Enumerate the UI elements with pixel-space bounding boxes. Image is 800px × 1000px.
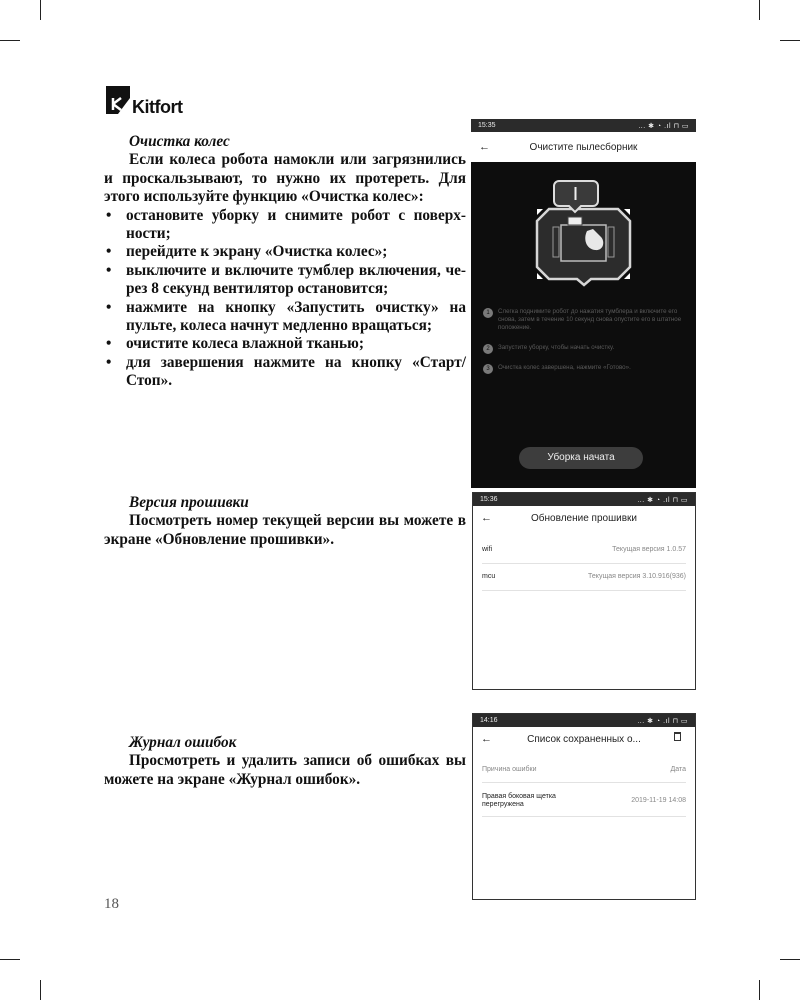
- row-label: mcu: [482, 573, 496, 580]
- status-time: 14:16: [480, 717, 498, 724]
- robot-illustration-icon: [531, 179, 636, 289]
- status-time: 15:36: [480, 496, 498, 503]
- row-label: wifi: [482, 546, 493, 553]
- row-value: Текущая версия 3.10.916(936): [588, 573, 686, 580]
- list-item: • выключите и включите тумблер включения, че-рез 8 секунд вентилятор остановится;: [106, 261, 466, 298]
- divider: [482, 816, 686, 817]
- list-item: • перейдите к экрану «Очистка колес»;: [106, 243, 388, 261]
- instruction-list: [104, 207, 466, 391]
- list-item: 2 Запустите уборку, чтобы начать очистку.: [483, 344, 688, 352]
- brand-logo: [104, 84, 194, 120]
- kitfort-logo-icon: [104, 84, 132, 116]
- section-heading: Версия прошивки: [129, 494, 249, 511]
- section-wheel-cleaning: [104, 133, 466, 391]
- divider: [482, 590, 686, 591]
- crop-mark: [780, 40, 800, 41]
- crop-mark: [759, 980, 760, 1000]
- crop-mark: [759, 0, 760, 20]
- screenshot-error-log: [472, 713, 696, 900]
- list-item: • для завершения нажмите на кнопку «Старт/Стоп».: [106, 353, 466, 390]
- status-time: 15:35: [478, 122, 496, 129]
- section-paragraph: Просмотреть и удалить записи об ошибках вы можете на экране «Журнал ошибок».: [104, 752, 466, 788]
- page-number: 18: [104, 896, 119, 912]
- back-arrow-icon[interactable]: ←: [479, 141, 490, 153]
- column-header-date: Дата: [670, 766, 686, 773]
- list-item: 3 Очистка колес завершена, нажмите «Готово».: [483, 364, 688, 372]
- list-item[interactable]: [473, 573, 695, 580]
- section-heading: Журнал ошибок: [129, 734, 237, 751]
- screenshot-firmware: [472, 492, 696, 690]
- list-item[interactable]: [473, 546, 695, 553]
- list-item: 1 Слегка поднимите робот до нажатия тумблера и включите его снова, затем в течение 10 секунд снова опустите его в штатное положение.: [483, 308, 688, 332]
- crop-mark: [0, 40, 20, 41]
- app-header: [473, 727, 695, 751]
- app-header: [473, 506, 695, 530]
- crop-mark: [40, 980, 41, 1000]
- screenshot-cleaning: [471, 119, 696, 488]
- status-icons: ... ✱ ◔ .ıl ⊓ ▭: [637, 717, 688, 725]
- divider: [482, 782, 686, 783]
- steps-list: [483, 308, 688, 384]
- back-arrow-icon[interactable]: ←: [481, 733, 492, 745]
- section-error-log: [104, 734, 466, 789]
- status-bar: [471, 119, 696, 132]
- row-value: Текущая версия 1.0.57: [612, 546, 686, 553]
- screen-title: Список сохраненных о...: [527, 733, 641, 745]
- section-paragraph: Посмотреть номер текущей версии вы можете в экране «Обновление прошивки».: [104, 512, 466, 548]
- cleaning-started-button[interactable]: Уборка начата: [519, 447, 643, 469]
- error-reason: Правая боковая щетка перегружена: [482, 793, 556, 808]
- app-header: [471, 132, 696, 162]
- status-icons: ... ✱ ◔ .ıl ⊓ ▭: [637, 496, 688, 504]
- status-bar: [473, 714, 695, 727]
- crop-mark: [0, 959, 20, 960]
- error-date: 2019-11-19 14:08: [631, 797, 686, 804]
- list-item: • очистите колеса влажной тканью;: [106, 335, 364, 353]
- status-bar: [473, 493, 695, 506]
- status-icons: ... ✱ ◔ .ıl ⊓ ▭: [638, 122, 689, 130]
- section-paragraph: Если колеса робота намокли или загрязнились и проскальзывают, то нужно их протереть. Для этого используйте функцию «Очистка колес»:: [104, 151, 466, 206]
- brand-name: Kitfort: [132, 97, 183, 117]
- screen-title: Обновление прошивки: [531, 512, 637, 524]
- divider: [482, 563, 686, 564]
- list-item: • остановите уборку и снимите робот с поверх-ности;: [106, 206, 466, 243]
- back-arrow-icon[interactable]: ←: [481, 512, 492, 524]
- screen-title: Очистите пылесборник: [529, 141, 638, 153]
- crop-mark: [780, 959, 800, 960]
- crop-mark: [40, 0, 41, 20]
- section-heading: Очистка колес: [129, 133, 230, 150]
- trash-icon[interactable]: [674, 732, 681, 741]
- column-header-reason: Причина ошибки: [482, 766, 537, 773]
- table-row[interactable]: [482, 793, 686, 809]
- section-firmware-version: [104, 494, 466, 549]
- table-header: [473, 766, 695, 773]
- list-item: • нажмите на кнопку «Запустить очистку» на пульте, колеса начнут медленно вращаться;: [106, 298, 466, 335]
